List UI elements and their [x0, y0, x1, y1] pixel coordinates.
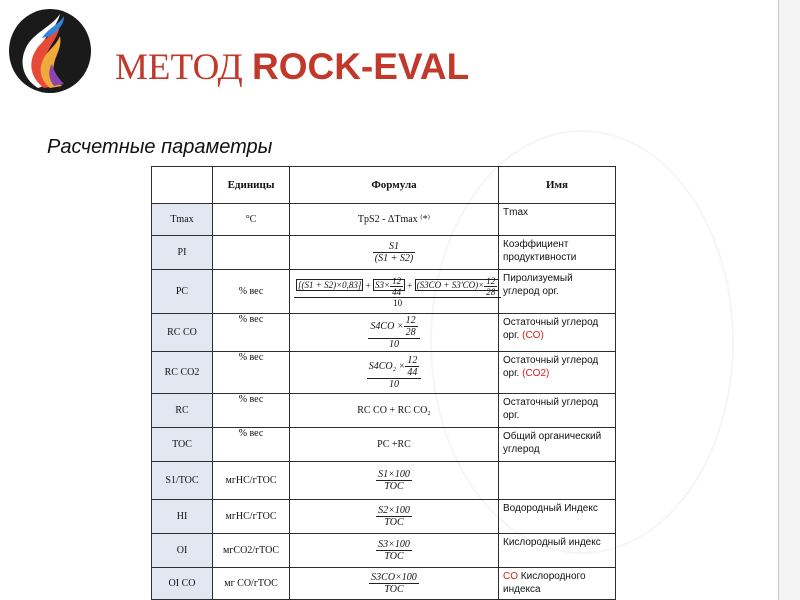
- param-description: [499, 462, 616, 500]
- subtitle: Расчетные параметры: [47, 136, 273, 158]
- param-name: RC CO: [152, 314, 213, 352]
- param-unit: мгHC/гTOC: [213, 462, 290, 500]
- fraction-numerator: S1×100: [378, 469, 410, 480]
- formula-plus: +: [365, 280, 371, 291]
- fraction-numerator: [368, 315, 419, 338]
- description-text: Остаточный углерод орг.: [503, 355, 599, 379]
- formula-fraction: [367, 355, 422, 390]
- fraction-numerator: [367, 355, 422, 378]
- fraction-denominator: TOC: [369, 583, 419, 595]
- inner-fraction: [484, 276, 497, 297]
- table-row: [152, 204, 616, 236]
- formula-fraction: [368, 315, 419, 350]
- inner-numerator: 12: [407, 355, 418, 366]
- formula-term: [(S1 + S2)×0,83]: [298, 280, 362, 291]
- param-unit: °C: [213, 204, 290, 236]
- param-formula: [290, 462, 499, 500]
- formula-fraction: [376, 469, 412, 492]
- title-part-method: МЕТОД: [115, 47, 252, 88]
- param-description: Водородный Индекс: [499, 500, 616, 534]
- formula-fraction: [373, 241, 415, 264]
- param-formula: [290, 352, 499, 394]
- table-row: [152, 352, 616, 394]
- param-name: Tmax: [152, 204, 213, 236]
- description-highlight: CO: [503, 571, 518, 582]
- table-row: [152, 568, 616, 600]
- param-formula: [290, 270, 499, 314]
- param-name: HI: [152, 500, 213, 534]
- inner-denominator: 28: [486, 286, 496, 297]
- param-description: Кислородный индекс: [499, 534, 616, 568]
- param-name: S1/TOC: [152, 462, 213, 500]
- formula-term-text: S4CO ×: [370, 320, 404, 332]
- param-description: Пиролизуемый углерод орг.: [499, 270, 616, 314]
- formula-fraction: [294, 276, 501, 308]
- table-row: [152, 500, 616, 534]
- fraction-numerator: S1: [388, 241, 399, 252]
- formula-term-text: S4CO₂ ×: [368, 360, 406, 372]
- formula-fraction: [376, 539, 412, 562]
- fraction-denominator: TOC: [376, 516, 412, 528]
- param-unit: % вес: [213, 352, 290, 394]
- param-formula: [290, 568, 499, 600]
- param-description: [499, 352, 616, 394]
- table-row: [152, 394, 616, 428]
- param-formula: [290, 236, 499, 270]
- table-row: [152, 534, 616, 568]
- param-formula: PC +RC: [290, 428, 499, 462]
- inner-numerator: 12: [392, 275, 402, 286]
- description-text: Кислородного индекса: [503, 571, 586, 595]
- param-description: [499, 568, 616, 600]
- fraction-denominator: 10: [367, 378, 422, 390]
- inner-denominator: 44: [392, 286, 402, 297]
- fraction-numerator: [294, 276, 501, 297]
- fraction-denominator: (S1 + S2): [374, 253, 414, 264]
- description-highlight: (CO): [522, 330, 544, 341]
- table-row: [152, 236, 616, 270]
- fraction-denominator: 10: [368, 338, 419, 350]
- param-description: Общий органический углерод: [499, 428, 616, 462]
- table-header-row: [152, 167, 616, 204]
- table-row: [152, 314, 616, 352]
- inner-denominator: 28: [405, 327, 416, 338]
- parameters-table: [151, 166, 616, 600]
- param-name: PC: [152, 270, 213, 314]
- formula-plus: +: [407, 280, 413, 291]
- param-name: PI: [152, 236, 213, 270]
- param-description: Tmax: [499, 204, 616, 236]
- param-formula: RC CO + RC CO₂: [290, 394, 499, 428]
- fraction-denominator: TOC: [376, 480, 412, 492]
- param-unit: % вес: [213, 394, 290, 428]
- param-name: TOC: [152, 428, 213, 462]
- fraction-numerator: S3CO×100: [371, 572, 417, 583]
- fraction-denominator: 10: [294, 297, 501, 308]
- fraction-numerator: S3×100: [378, 539, 410, 550]
- header-description: Имя: [499, 167, 616, 204]
- param-unit: мгHC/гTOC: [213, 500, 290, 534]
- param-name: RC CO2: [152, 352, 213, 394]
- inner-denominator: 44: [407, 367, 418, 378]
- description-highlight: (CO2): [522, 368, 550, 379]
- formula-term: [373, 275, 405, 297]
- inner-fraction: [390, 276, 403, 297]
- header-units: Единицы: [213, 167, 290, 204]
- param-formula: [290, 314, 499, 352]
- param-description: [499, 314, 616, 352]
- param-name: OI: [152, 534, 213, 568]
- param-unit: % вес: [213, 270, 290, 314]
- table-row: [152, 462, 616, 500]
- param-unit: [213, 236, 290, 270]
- title-part-rock-eval: ROCK-EVAL: [251, 46, 470, 87]
- param-name: OI CO: [152, 568, 213, 600]
- header-name: [152, 167, 213, 204]
- fraction-denominator: TOC: [376, 550, 412, 562]
- param-formula: [290, 500, 499, 534]
- table-row: [152, 270, 616, 314]
- table-row: [152, 428, 616, 462]
- formula-fraction: [376, 505, 412, 528]
- inner-fraction: [405, 355, 419, 378]
- formula-term-text: (S3CO + S3'CO)×: [416, 280, 485, 291]
- param-unit: мгCO2/гTOC: [213, 534, 290, 568]
- description-text: Остаточный углерод орг.: [503, 317, 599, 341]
- param-description: Остаточный углерод орг.: [499, 394, 616, 428]
- formula-term: [415, 275, 500, 297]
- formula-fraction: [369, 572, 419, 595]
- inner-fraction: [404, 315, 418, 338]
- inner-numerator: 12: [405, 315, 416, 326]
- param-unit: % вес: [213, 314, 290, 352]
- param-unit: % вес: [213, 428, 290, 462]
- param-formula: TpS2 - ΔTmax ⁽*⁾: [290, 204, 499, 236]
- header-formula: Формула: [290, 167, 499, 204]
- param-formula: [290, 534, 499, 568]
- param-name: RC: [152, 394, 213, 428]
- flame-logo-icon: [8, 8, 92, 94]
- param-unit: мг CO/гTOC: [213, 568, 290, 600]
- slide-side-band: [779, 0, 800, 600]
- fraction-numerator: S2×100: [378, 505, 410, 516]
- page-title: [115, 46, 469, 89]
- formula-term-text: S3×: [374, 280, 391, 291]
- inner-numerator: 12: [486, 275, 496, 286]
- param-description: Коэффициент продуктивности: [499, 236, 616, 270]
